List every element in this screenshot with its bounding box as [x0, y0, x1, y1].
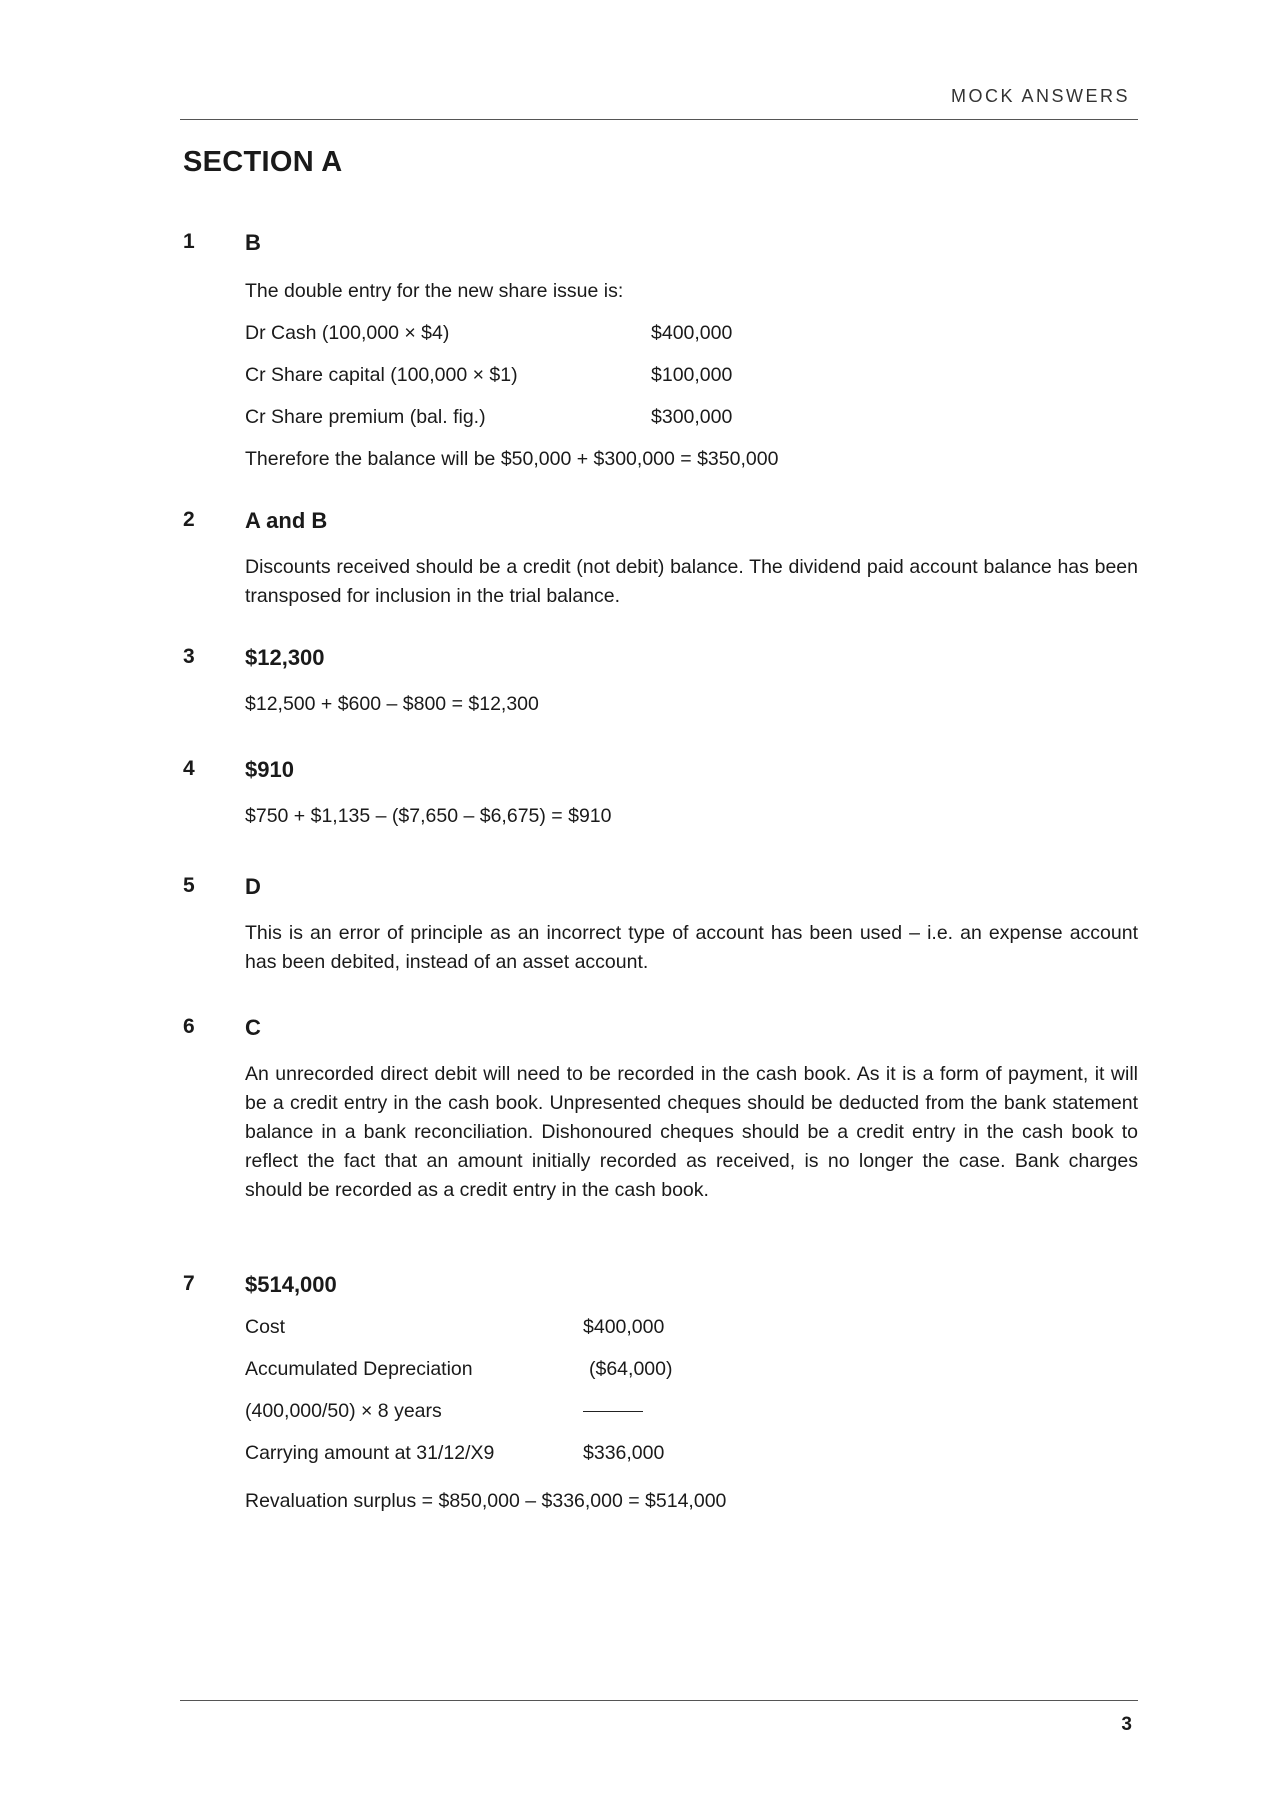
conclusion-line [245, 1480, 1138, 1522]
calculation-text: $750 + $1,135 – ($7,650 – $6,675) = $910 [245, 805, 612, 827]
conclusion-line [245, 438, 1138, 480]
intro-line [245, 270, 1138, 312]
entry-amount: ($64,000) [589, 1358, 673, 1380]
question-answer: C [245, 1015, 261, 1040]
question-body [245, 553, 1138, 611]
question-number: 7 [183, 1272, 195, 1295]
question-answer: $910 [245, 757, 294, 782]
explanation-text: An unrecorded direct debit will need to be recorded in the cash book. As it is a form of payment, it will be a credit entry in the cash book. Unpresented cheques should be deducted from the bank statement balance in a bank reconciliation. Dishonoured cheques should be a credit entry in the cash book to reflect the fact that an amount initially recorded as received, is no longer the case. Bank charges should be recorded as a credit entry in the cash book. [245, 1063, 1138, 1201]
page-number: 3 [1121, 1714, 1132, 1735]
question-answer: $12,300 [245, 645, 325, 670]
entry-label: Cr Share capital (100,000 × $1) [245, 364, 518, 386]
entry-label: Dr Cash (100,000 × $4) [245, 322, 450, 344]
entry-amount: $400,000 [583, 1316, 665, 1338]
entry-row [245, 1306, 1138, 1348]
entry-amount: $336,000 [583, 1442, 665, 1464]
question-body [245, 919, 1138, 977]
subtotal-rule [583, 1390, 643, 1432]
question-number: 1 [183, 230, 195, 253]
question-body [245, 270, 1138, 480]
running-header: MOCK ANSWERS [950, 86, 1130, 106]
section-title: SECTION A [183, 146, 343, 178]
entry-row [245, 396, 1138, 438]
entry-amount: $100,000 [651, 364, 733, 386]
question-answer: D [245, 874, 261, 899]
entry-amount: $300,000 [651, 406, 733, 428]
entry-label: Cost [245, 1316, 286, 1338]
explanation-text: This is an error of principle as an incorrect type of account has been used – i.e. an expense account has been debited, instead of an asset account. [245, 922, 1138, 973]
question-body [245, 802, 1138, 831]
entry-row [245, 312, 1138, 354]
entry-row [245, 1390, 1138, 1432]
question-number: 4 [183, 757, 195, 780]
entry-label: Carrying amount at 31/12/X9 [245, 1442, 495, 1464]
question-body [245, 1306, 1138, 1522]
underline-dash [583, 1411, 643, 1412]
entry-row [245, 1432, 1138, 1474]
question-answer: A and B [245, 508, 328, 533]
question-body [245, 1060, 1138, 1205]
header-rule [180, 119, 1138, 120]
question-number: 3 [183, 645, 195, 668]
conclusion-text: Therefore the balance will be $50,000 + $300,000 = $350,000 [245, 448, 779, 470]
intro-text: The double entry for the new share issue is: [245, 280, 624, 302]
entry-label: (400,000/50) × 8 years [245, 1400, 442, 1422]
calculation-text: $12,500 + $600 – $800 = $12,300 [245, 693, 539, 715]
explanation-text: Discounts received should be a credit (not debit) balance. The dividend paid account balance has been transposed for inclusion in the trial balance. [245, 556, 1138, 607]
question-number: 5 [183, 874, 195, 897]
entry-row [245, 1348, 1138, 1390]
footer-rule [180, 1700, 1138, 1701]
conclusion-text: Revaluation surplus = $850,000 – $336,000 = $514,000 [245, 1490, 727, 1512]
question-number: 2 [183, 508, 195, 531]
question-answer: B [245, 230, 261, 255]
question-number: 6 [183, 1015, 195, 1038]
question-body [245, 690, 1138, 719]
entry-amount: $400,000 [651, 322, 733, 344]
entry-label: Cr Share premium (bal. fig.) [245, 406, 486, 428]
entry-row [245, 354, 1138, 396]
question-answer: $514,000 [245, 1272, 337, 1297]
entry-label: Accumulated Depreciation [245, 1358, 473, 1380]
